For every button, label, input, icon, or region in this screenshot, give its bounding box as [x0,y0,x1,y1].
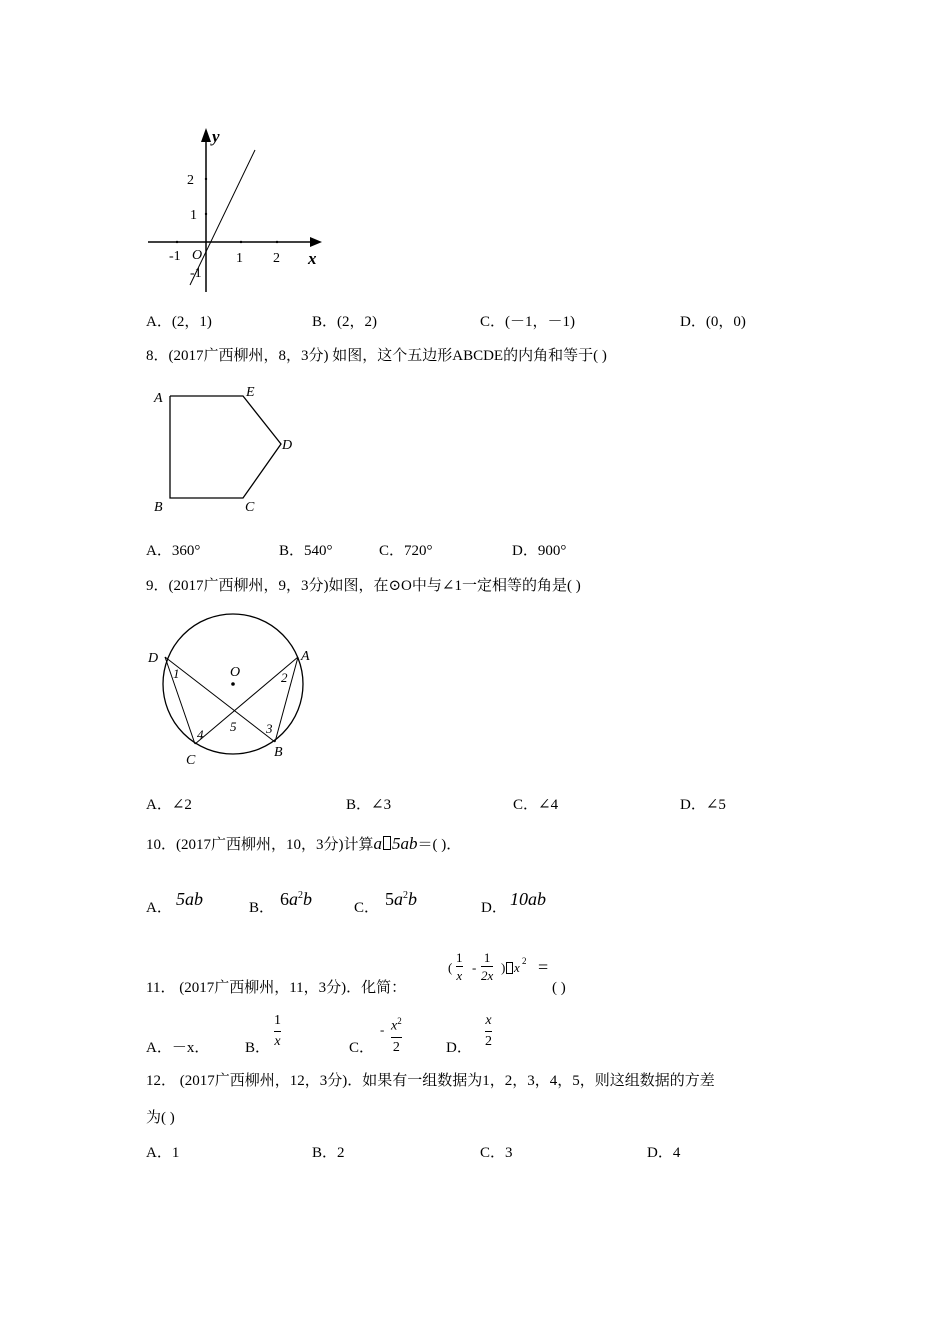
y-axis-label: y [212,127,220,146]
svg-text:-1: -1 [169,249,181,264]
q10-option-c-expr: $5a^2b$ [385,889,417,909]
q11-expression: ( 1 x - 1 2x ) x 2 = [448,950,549,983]
q9-stem: 9．(2017广西柳州，9，3分)如图，在⊙O中与∠1一定相等的角是( ) [146,578,581,594]
svg-text:1: 1 [173,666,180,681]
q11-answer-paren: ( ) [552,980,566,996]
q10-option-d-label: D． [481,900,507,916]
q11-option-d-fraction: x 2 [485,1013,492,1049]
unknown-operator-glyph [506,962,513,974]
svg-text:O: O [230,665,241,680]
q12-option-a: A．1 [146,1145,180,1161]
svg-text:D: D [282,438,293,453]
svg-text:2: 2 [187,173,194,188]
q12-option-c: C．3 [480,1145,513,1161]
q11-option-c-fraction: $x^2$ 2 [391,1016,402,1055]
svg-text:1: 1 [236,251,243,266]
q8-pentagon-figure [148,380,308,520]
q9-option-d: D．∠5 [680,797,726,813]
q12-option-d: D．4 [647,1145,681,1161]
q11-option-b-fraction: 1 x [274,1013,281,1049]
q11-option-a: A．－x． [146,1040,210,1056]
q7-option-a: A．(2，1) [146,314,212,330]
q10-option-b-label: B． [249,900,275,916]
q7-option-c: C．(－1，－1) [480,314,575,330]
svg-text:1: 1 [190,208,197,223]
svg-text:A: A [154,391,163,406]
line-graph [190,150,255,285]
svg-text:B: B [274,745,283,760]
svg-text:5: 5 [230,719,237,734]
unknown-operator-glyph [383,836,391,850]
q7-option-d: D．(0，0) [680,314,746,330]
svg-text:A: A [301,649,310,664]
q9-option-b: B．∠3 [346,797,392,813]
x-axis-arrow-icon [310,237,322,247]
q10-option-a-expr: 5ab [176,889,203,909]
q10-option-d-expr: 10ab [510,889,546,909]
q8-stem: 8．(2017广西柳州，8，3分) 如图，这个五边形ABCDE的内角和等于( ) [146,348,607,364]
x-axis-label: x [308,249,317,268]
svg-text:4: 4 [197,727,204,742]
svg-text:3: 3 [266,721,273,736]
q11-option-d-label: D． [446,1040,472,1056]
svg-text:2: 2 [281,670,288,685]
q11-stem: 11． (2017广西柳州，11，3分)．化简： [146,980,407,996]
q10-option-a-label: A． [146,900,172,916]
q8-option-a: A．360° [146,543,201,559]
q9-option-c: C．∠4 [513,797,559,813]
q7-option-b: B．(2，2) [312,314,377,330]
q10-option-b-expr: $6a^2b$ [280,889,312,909]
q7-coordinate-graph [140,120,340,300]
svg-text:B: B [154,500,163,515]
svg-text:D: D [148,651,159,666]
origin-label: O [192,248,203,263]
svg-text:C: C [245,500,255,515]
q8-option-c: C．720° [379,543,433,559]
q10-stem: 10．(2017广西柳州，10，3分)计算a 5ab＝( )． [146,834,462,853]
svg-text:2: 2 [273,251,280,266]
svg-text:E: E [246,385,255,400]
q8-option-b: B．540° [279,543,333,559]
q11-option-c-sign: - [380,1022,385,1037]
svg-text:-1: -1 [190,266,202,281]
q9-circle-figure [140,602,330,772]
q12-stem-line2: 为( ) [146,1110,175,1126]
pentagon-shape [170,396,281,498]
center-point [231,682,235,686]
y-axis-arrow-icon [201,128,211,142]
svg-text:C: C [186,753,196,768]
q12-option-b: B．2 [312,1145,345,1161]
q10-option-c-label: C． [354,900,380,916]
q11-option-b-label: B． [245,1040,271,1056]
q11-option-c-label: C． [349,1040,375,1056]
q12-stem-line1: 12． (2017广西柳州，12，3分)．如果有一组数据为1，2，3，4，5，则这组数据的方差 [146,1073,715,1089]
q9-option-a: A．∠2 [146,797,192,813]
q8-option-d: D．900° [512,543,567,559]
